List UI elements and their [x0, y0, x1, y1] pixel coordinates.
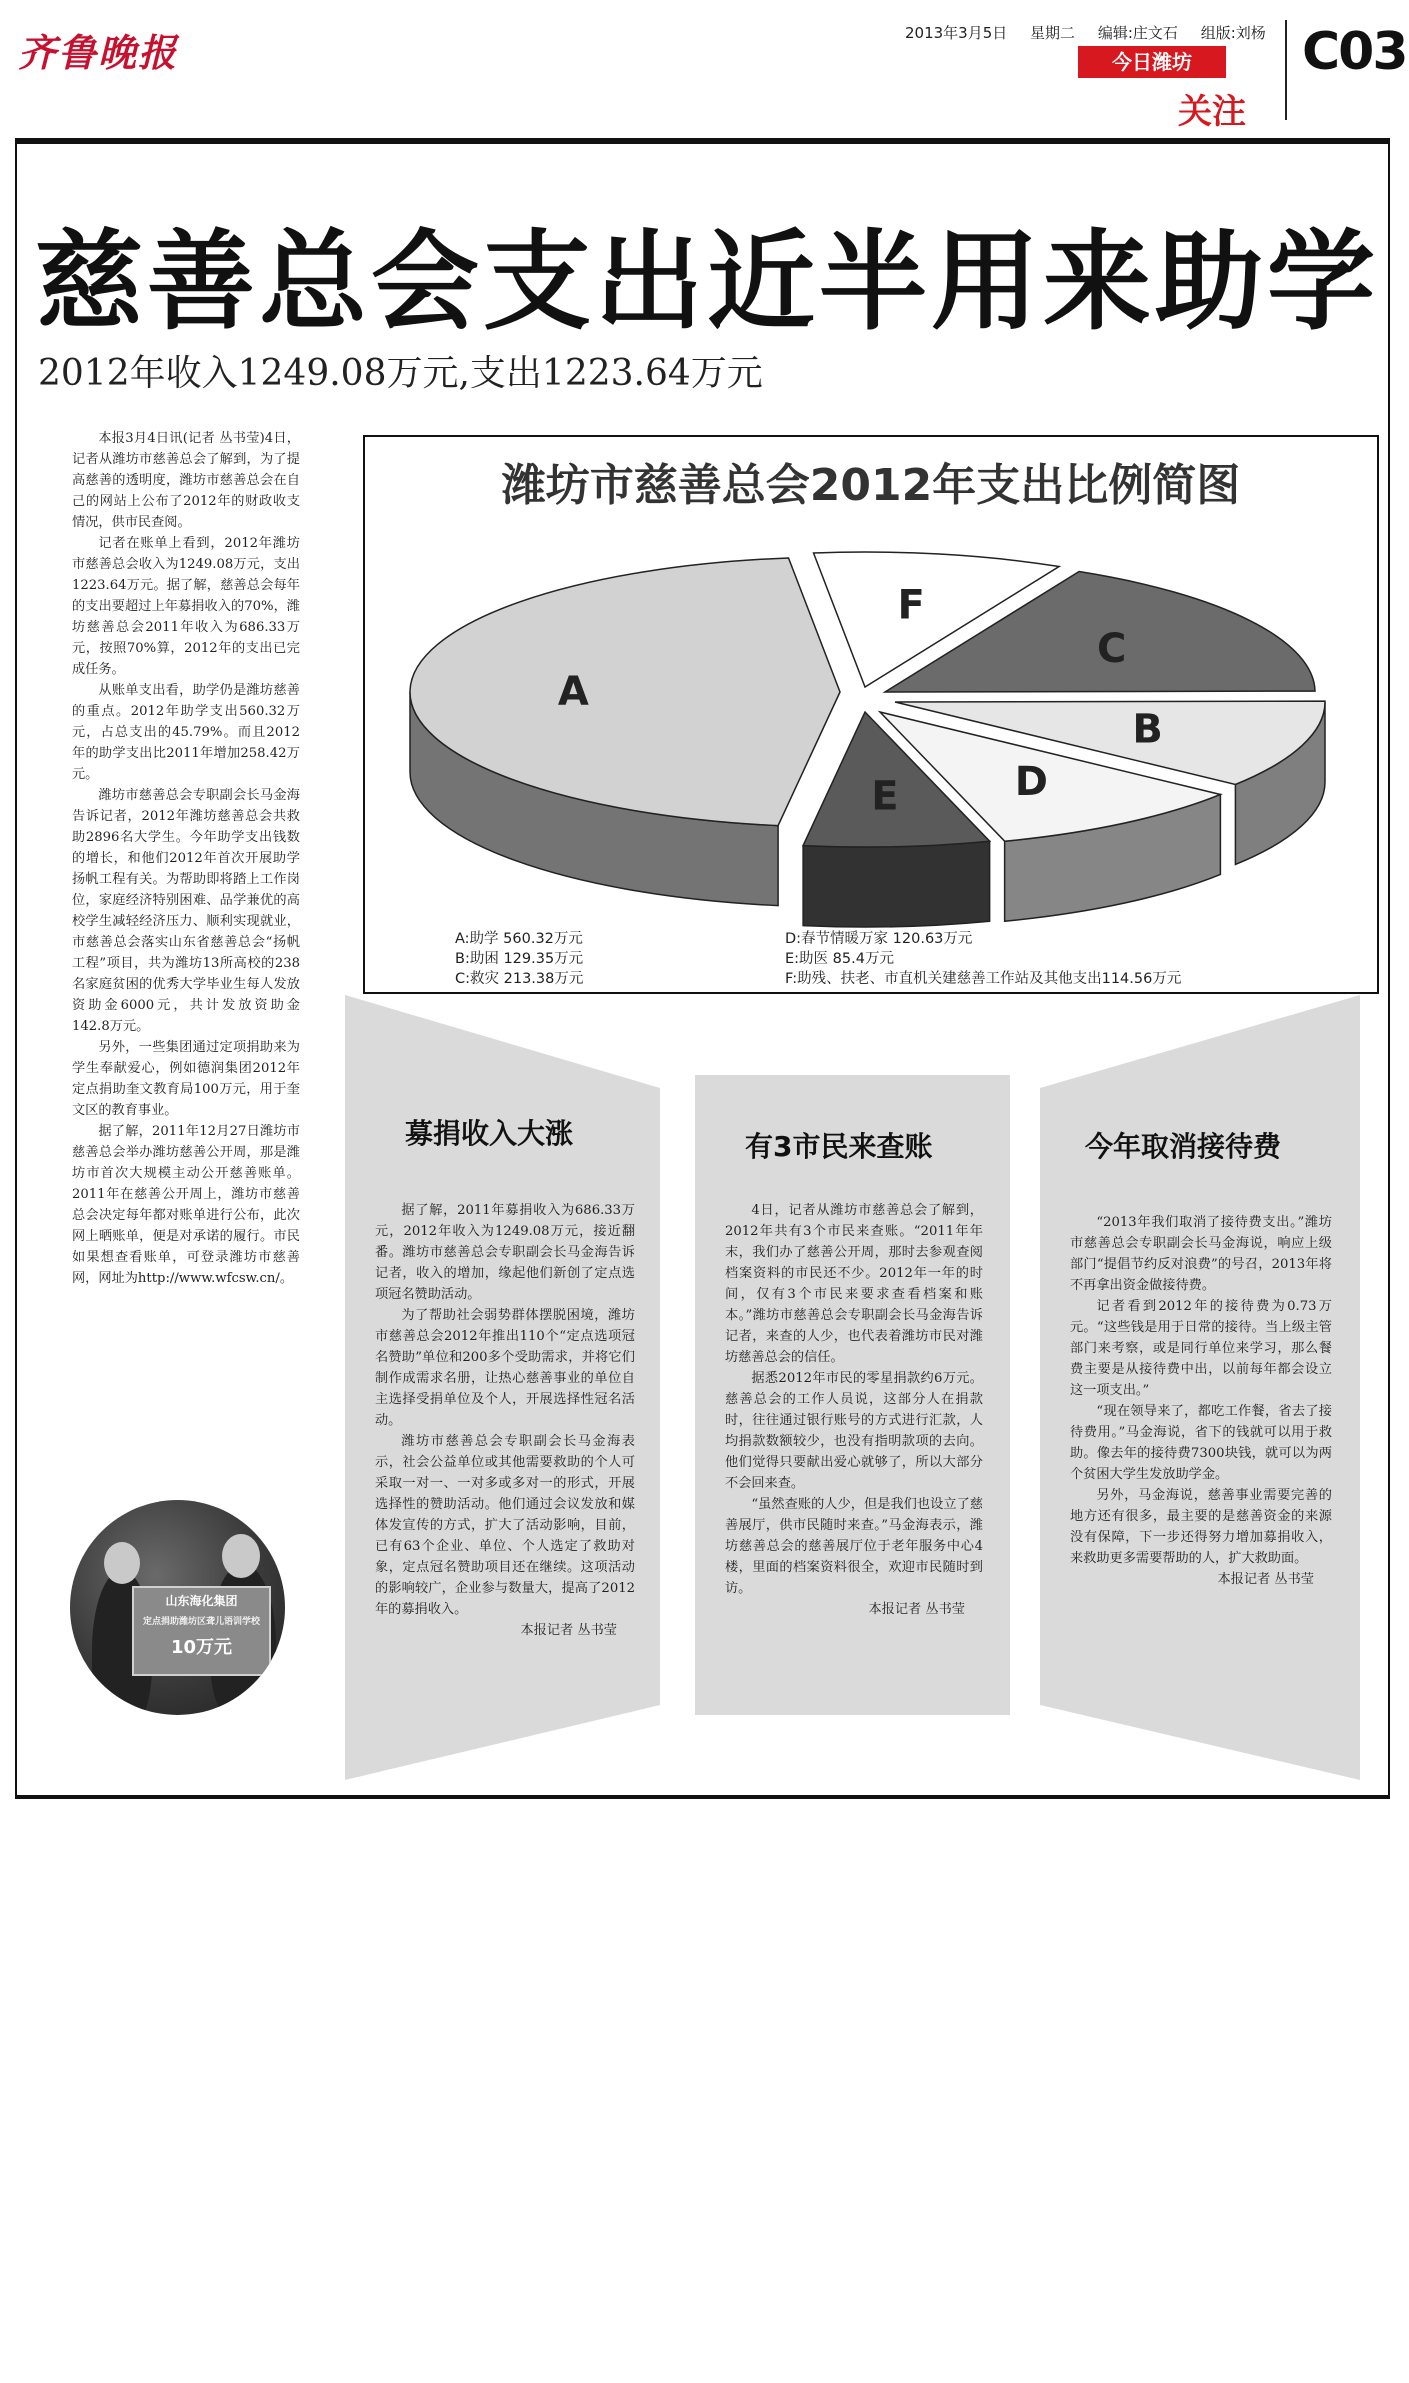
pie-label-c: C [1096, 625, 1127, 672]
editor-credit: 编辑:庄文石 [1097, 24, 1178, 42]
pie-label-a: A [557, 668, 589, 715]
article-paragraph: 潍坊市慈善总会专职副会长马金海告诉记者，2012年潍坊慈善总会共救助2896名大学生。今年助学支出钱数的增长，和他们2012年首次开展助学扬帆工程有关。为帮助即将踏上工作岗位，家庭经济特别困难、品学兼优的高校学生减轻经济压力、顺利实现就业，市慈善总会落实山东省慈善总会“扬帆工程”项目，共为潍坊13所高校的238名家庭贫困的优秀大学毕业生每人发放资助金6000元，共计发放资助金142.8万元。 [72, 788, 300, 1034]
panel-paragraph: “2013年我们取消了接待费支出。”潍坊市慈善总会专职副会长马金海说，响应上级部门“提倡节约反对浪费”的号召，2013年将不再拿出资金做接待费。 [1070, 1215, 1332, 1293]
page-number: C03 [1302, 22, 1407, 82]
pie-label-d: D [1014, 758, 1048, 805]
article-paragraph: 另外，一些集团通过定项捐助来为学生奉献爱心，例如德润集团2012年定点捐助奎文教育局100万元，用于奎文区的教育事业。 [72, 1040, 300, 1118]
panel-byline: 本报记者 丛书莹 [868, 1602, 965, 1617]
panel-byline: 本报记者 丛书莹 [1217, 1572, 1314, 1587]
board-amount: 10万元 [170, 1637, 233, 1658]
panel-byline: 本报记者 丛书莹 [520, 1623, 617, 1638]
column-label: 关注 [1178, 92, 1246, 132]
panel-title-donations: 募捐收入大涨 [405, 1117, 574, 1150]
legend-e: E:助医 85.4万元 [785, 951, 894, 967]
board-company: 山东海化集团 [165, 1594, 238, 1608]
pie-label-b: B [1132, 706, 1163, 753]
page-subtitle: 2012年收入1249.08万元,支出1223.64万元 [38, 353, 763, 394]
panel-paragraph: “现在领导来了，都吃工作餐，省去了接待费用。”马金海说，省下的钱就可以用于救助。像去年的接待费7300块钱，就可以为两个贫困大学生发放助学金。 [1070, 1404, 1332, 1482]
article-paragraph: 据了解，2011年12月27日潍坊市慈善总会举办潍坊慈善公开周，那是潍坊市首次大规模主动公开慈善账单。2011年在慈善公开周上，潍坊市慈善总会决定每年都对账单进行公布，此次网上晒账单，便是对承诺的履行。市民如果想查看账单，可登录潍坊市慈善网，网址为http://www.wfcsw.cn/。 [72, 1124, 300, 1286]
panel-paragraph: 记者看到2012年的接待费为0.73万元。“这些钱是用于日常的接待。当上级主管部门来考察，或是同行单位来学习，那么餐费主要是从接待费中出，以前每年都会设立这一项支出。” [1070, 1299, 1332, 1398]
legend-f: F:助残、扶老、市直机关建慈善工作站及其他支出114.56万元 [785, 971, 1182, 987]
issue-date: 2013年3月5日 [905, 24, 1008, 42]
pie-label-e: E [871, 773, 899, 820]
issue-weekday: 星期二 [1030, 24, 1076, 42]
panel-text-donations [375, 1200, 635, 1641]
panel-paragraph: “虽然查账的人少，但是我们也设立了慈善展厅，供市民随时来查。”马金海表示，潍坊慈善总会的慈善展厅位于老年服务中心4楼，里面的档案资料很全，欢迎市民随时到访。 [725, 1497, 983, 1596]
panel-paragraph: 据悉2012年市民的零星捐款约6万元。慈善总会的工作人员说，这部分人在捐款时，往往通过银行账号的方式进行汇款，人均捐款数额较少，也没有指明款项的去向。他们觉得只要献出爱心就够了，所以大部分不会回来查。 [725, 1371, 983, 1491]
panel-title-reception: 今年取消接待费 [1085, 1130, 1282, 1163]
legend-d: D:春节情暖万家 120.63万元 [785, 931, 973, 947]
panel-text-reception [1070, 1212, 1332, 1590]
panel-paragraph: 另外，马金海说，慈善事业需要完善的地方还有很多，最主要的是慈善资金的来源没有保障，下一步还得努力增加募捐收入，来救助更多需要帮助的人，扩大救助面。 [1070, 1488, 1332, 1566]
panel-text-audit [725, 1200, 983, 1620]
panel-paragraph: 4日，记者从潍坊市慈善总会了解到，2012年共有3个市民来查账。“2011年年末，我们办了慈善公开周，那时去参观查阅档案资料的市民还不少。2012年一年的时间，仅有3个市民来要求查看档案和账本。”潍坊市慈善总会专职副会长马金海告诉记者，来查的人少，也代表着潍坊市民对潍坊慈善总会的信任。 [725, 1203, 983, 1365]
section-label: 今日潍坊 [1078, 46, 1226, 78]
article-paragraph: 从账单支出看，助学仍是潍坊慈善的重点。2012年助学支出560.32万元，占总支出的45.79%。而且2012年的助学支出比2011年增加258.42万元。 [72, 683, 300, 782]
chart-title: 潍坊市慈善总会2012年支出比例简图 [501, 460, 1241, 511]
article-paragraph: 本报3月4日讯(记者 丛书莹)4日，记者从潍坊市慈善总会了解到，为了提高慈善的透明度，潍坊市慈善总会在自己的网站上公布了2012年的财政收支情况，供市民查阅。 [72, 431, 300, 530]
legend-b: B:助困 129.35万元 [455, 951, 584, 967]
legend-c: C:救灾 213.38万元 [455, 971, 584, 987]
panel-paragraph: 潍坊市慈善总会专职副会长马金海表示，社会公益单位或其他需要救助的个人可采取一对一、一对多或多对一的形式，开展选择性的赞助活动。他们通过会议发放和媒体发宣传的方式，扩大了活动影响，目前，已有63个企业、单位、个人选定了救助对象，定点冠名赞助项目还在继续。这项活动的影响较广，企业参与数量大，提高了2012年的募捐收入。 [375, 1434, 635, 1617]
panel-paragraph: 为了帮助社会弱势群体摆脱困境，潍坊市慈善总会2012年推出110个“定点选项冠名赞助”单位和200多个受助需求，并将它们制作成需求名册，让热心慈善事业的单位自主选择受捐单位及个人，开展选择性冠名活动。 [375, 1308, 635, 1428]
page-title: 慈善总会支出近半用来助学 [35, 220, 1380, 345]
legend-a: A:助学 560.32万元 [455, 931, 583, 947]
article-paragraph: 记者在账单上看到，2012年潍坊市慈善总会收入为1249.08万元，支出1223.64万元。据了解，慈善总会每年的支出要超过上年募捐收入的70%，潍坊慈善总会2011年收入为686.33万元，按照70%算，2012年的支出已完成任务。 [72, 536, 300, 677]
masthead-logo: 齐鲁晚报 [18, 30, 179, 75]
panel-title-audit: 有3市民来查账 [745, 1130, 933, 1163]
pie-label-f: F [897, 582, 925, 629]
panel-paragraph: 据了解，2011年募捐收入为686.33万元，2012年收入为1249.08万元，接近翻番。潍坊市慈善总会专职副会长马金海告诉记者，收入的增加，缘起他们新创了定点选项冠名赞助活动。 [375, 1203, 635, 1302]
board-purpose: 定点捐助潍坊区聋儿语训学校 [142, 1617, 260, 1627]
layout-credit: 组版:刘杨 [1200, 24, 1266, 42]
